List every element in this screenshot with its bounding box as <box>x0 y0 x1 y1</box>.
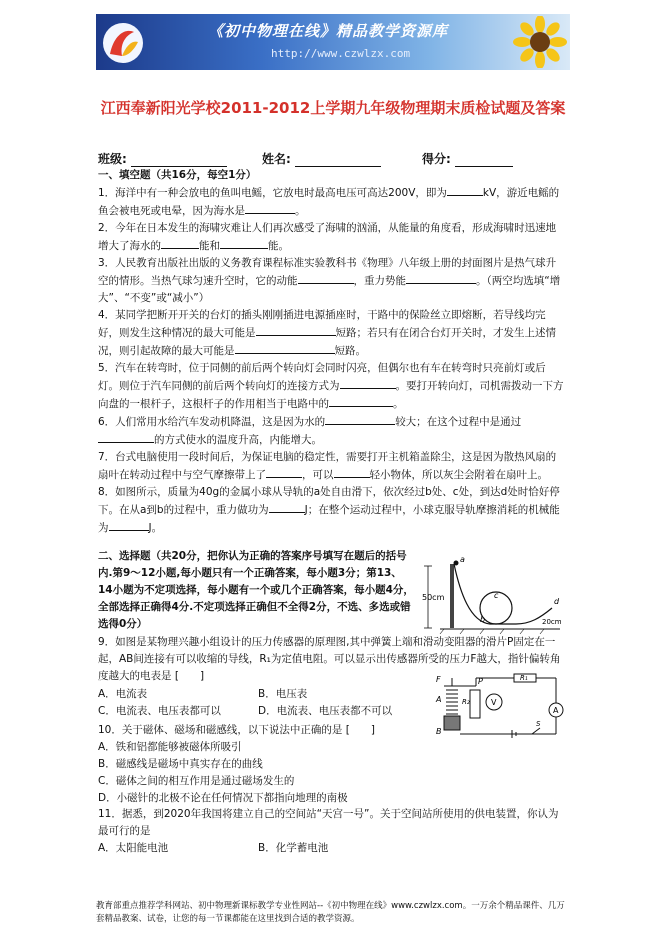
q8-text: 8．如图所示，质量为40g的金属小球从导轨的a处自由滑下，依次经过b处、c处，到达d处时恰好停下。在从a到b的过程中，重力做功为 <box>98 486 560 516</box>
document-title: 江西奉新阳光学校2011-2012上学期九年级物理期末质检试题及答案 <box>100 99 566 117</box>
q4-blank-2[interactable] <box>235 342 335 354</box>
q5-text: 5．汽车在转弯时，位于同侧的前后两个转向灯会同时闪亮，但偶尔也有车在转弯时只亮前灯或后灯。则位于汽车同侧的前后两个转向灯的连接方式为 <box>98 362 546 392</box>
q8-blank-2[interactable] <box>109 519 149 531</box>
voltmeter-icon: V <box>491 698 497 707</box>
track-figure <box>420 552 570 636</box>
q2-text-2: 能和 <box>199 240 220 252</box>
q5-text-3: 。 <box>393 398 404 410</box>
q11-text: 11．据悉，到2020年我国将建立自己的空间站“天宫一号”。关于空间站所使用的供电装置，你认为最可行的是 <box>98 808 559 837</box>
q1-text-3: 。 <box>295 205 306 217</box>
question-3 <box>98 255 566 307</box>
q9-options <box>98 686 418 720</box>
q10-text: 10．关于磁体、磁场和磁感线，以下说法中正确的是 <box>98 724 343 736</box>
q3-text-3: 。（两空均选填“增大”、“不变”或“减小”） <box>98 275 561 304</box>
q4-text-2: 短路；若只有在闭合台灯开关时，才发生上述情况，则引起故障的最大可能是 <box>98 327 556 357</box>
banner-url[interactable]: http://www.czwlzx.com <box>271 47 411 60</box>
q3-text: 3．人民教育出版社出版的义务教育课程标准实验教科书《物理》八年级上册的封面图片是热气球升空的情形。当热气球匀速升空时，它的动能 <box>98 257 557 287</box>
sunflower-icon <box>512 16 568 68</box>
question-8 <box>98 484 566 537</box>
label-R2: R₂ <box>462 698 470 706</box>
question-10 <box>98 722 566 807</box>
q2-text-3: 能。 <box>268 240 289 252</box>
label-a: a <box>460 555 465 564</box>
q11-option-b[interactable]: B．化学蓄电池 <box>258 842 329 854</box>
q1-text-2: kV，游近电鳐的鱼会被电死或电晕，因为海水是 <box>98 187 560 217</box>
q1-text: 1．海洋中有一种会放电的鱼叫电鳐，它放电时最高电压可高达200V，即为 <box>98 187 447 199</box>
q10-answer-bracket[interactable]: [ ] <box>345 724 375 736</box>
score-field <box>422 150 513 167</box>
q6-blank-2[interactable] <box>98 431 154 443</box>
switch-label: S <box>536 720 541 728</box>
q7-blank-1[interactable] <box>266 466 302 478</box>
q9-option-b[interactable]: B．电压表 <box>258 688 308 700</box>
label-A: A <box>436 695 442 704</box>
q7-text-3: 轻小物体，所以灰尘会附着在扇叶上。 <box>369 469 548 481</box>
q9-option-a[interactable]: A．电流表 <box>98 688 148 700</box>
q10-option-d[interactable]: D．小磁针的北极不论在任何情况下都指向地理的南极 <box>98 792 348 804</box>
question-2 <box>98 220 566 255</box>
label-P: P <box>478 677 483 686</box>
label-B: B <box>436 727 442 736</box>
score-label: 得分: <box>422 152 451 166</box>
label-F: F <box>436 675 441 684</box>
q6-text-3: 的方式使水的温度升高，内能增大。 <box>154 434 322 446</box>
q11-option-a[interactable]: A．太阳能电池 <box>98 842 169 854</box>
name-field <box>262 150 381 167</box>
score-blank[interactable] <box>455 154 513 167</box>
q8-text-2: J；在整个运动过程中，小球克服导轨摩擦消耗的机械能为 <box>98 504 560 534</box>
q9-answer-bracket[interactable]: [ ] <box>174 670 205 682</box>
q5-blank-1[interactable] <box>340 377 396 389</box>
section2-heading: 二、选择题（共20分，把你认为正确的答案序号填写在题后的括号内.第9～12小题,每小题只有一个正确答案，每小题3分；第13、14小题为不定项选择，每小题有一个或几个正确答案，每小题4分，全部选择正确得4分.不定项选择正确但不全得2分，不选、多选或错选得0分） <box>98 550 414 630</box>
q3-blank-1[interactable] <box>298 272 354 284</box>
q2-blank-2[interactable] <box>220 237 268 249</box>
q8-blank-1[interactable] <box>269 501 305 513</box>
q10-option-a[interactable]: A．铁和铝都能够被磁体所吸引 <box>98 741 242 753</box>
q10-option-c[interactable]: C．磁体之间的相互作用是通过磁场发生的 <box>98 775 295 787</box>
q7-text: 7．台式电脑使用一段时间后，为保证电脑的稳定性，需要打开主机箱盖除尘，这是因为散热风扇的扇叶在转动过程中与空气摩擦带上了 <box>98 451 557 481</box>
question-4 <box>98 307 566 360</box>
q4-text-3: 短路。 <box>334 345 366 357</box>
q4-text: 4．某同学把断开开关的台灯的插头刚刚插进电源插座时，干路中的保险丝立即熔断，若导线均完好，则发生这种情况的最大可能是 <box>98 309 546 339</box>
q9-option-c[interactable]: C．电流表、电压表都可以 <box>98 705 221 717</box>
question-5 <box>98 360 566 413</box>
label-R1: R₁ <box>520 674 528 682</box>
question-6 <box>98 413 566 449</box>
choice-section <box>98 548 414 633</box>
page-footer: 教育部重点推荐学科网站、初中物理新课标教学专业性网站--《初中物理在线》www.czwlzx.com。一万余个精品课件、几万套精品教案、试卷，让您的每一节课都能在这里找到合适的教学资源。 <box>96 901 565 924</box>
class-blank[interactable] <box>131 154 227 167</box>
q10-option-b[interactable]: B．磁感线是磁场中真实存在的曲线 <box>98 758 263 770</box>
q6-text-2: 较大；在这个过程中是通过 <box>395 416 522 428</box>
q2-text: 2．今年在日本发生的海啸灾难让人们再次感受了海啸的汹涌，从能量的角度看，形成海啸时迅速地增大了海水的 <box>98 222 557 252</box>
name-label: 姓名: <box>262 152 291 166</box>
q5-blank-2[interactable] <box>329 395 393 407</box>
q8-text-3: J。 <box>148 522 163 534</box>
question-1 <box>98 184 566 220</box>
class-field <box>98 150 227 167</box>
section1-heading: 一、填空题（共16分，每空1分） <box>98 169 257 181</box>
q7-text-2: ，可以 <box>302 469 334 481</box>
track-post <box>450 564 454 628</box>
q2-blank-1[interactable] <box>161 237 199 249</box>
q1-blank-1[interactable] <box>447 184 483 196</box>
ammeter-icon: A <box>553 706 559 715</box>
fill-in-section <box>98 167 566 537</box>
q9-text: 9．如图是某物理兴趣小组设计的压力传感器的原理图,其中弹簧上端和滑动变阻器的滑片P固定在一起，AB间连接有可以收缩的导线，R₁为定值电阻。可以显示出传感器所受的压力F越大，指针偏转角度越大的电表是 <box>98 636 561 682</box>
label-d: d <box>554 597 560 606</box>
label-c: c <box>494 591 499 600</box>
q4-blank-1[interactable] <box>256 324 336 336</box>
class-label: 班级: <box>98 152 127 166</box>
q6-blank-1[interactable] <box>325 413 395 425</box>
ball-icon <box>454 561 459 566</box>
track-height-label: 50cm <box>422 593 445 602</box>
q9-option-d[interactable]: D．电流表、电压表都不可以 <box>258 705 393 717</box>
banner-title: 《初中物理在线》精品教学资源库 <box>208 22 449 40</box>
question-7 <box>98 449 566 484</box>
name-blank[interactable] <box>295 154 381 167</box>
site-logo <box>100 20 146 66</box>
q1-blank-2[interactable] <box>245 202 295 214</box>
q7-blank-2[interactable] <box>334 466 370 478</box>
q5-text-2: 。要打开转向灯，司机需拨动一下方向盘的一根杆子，这根杆子的作用相当于电路中的 <box>98 380 564 410</box>
label-b: b <box>480 615 486 624</box>
q3-blank-2[interactable] <box>406 272 476 284</box>
q6-text: 6．人们常用水给汽车发动机降温，这是因为水的 <box>98 416 326 428</box>
question-11 <box>98 806 566 857</box>
q3-text-2: ，重力势能 <box>353 275 406 287</box>
track-small-label: 20cm <box>542 618 562 626</box>
header-banner <box>96 14 570 70</box>
